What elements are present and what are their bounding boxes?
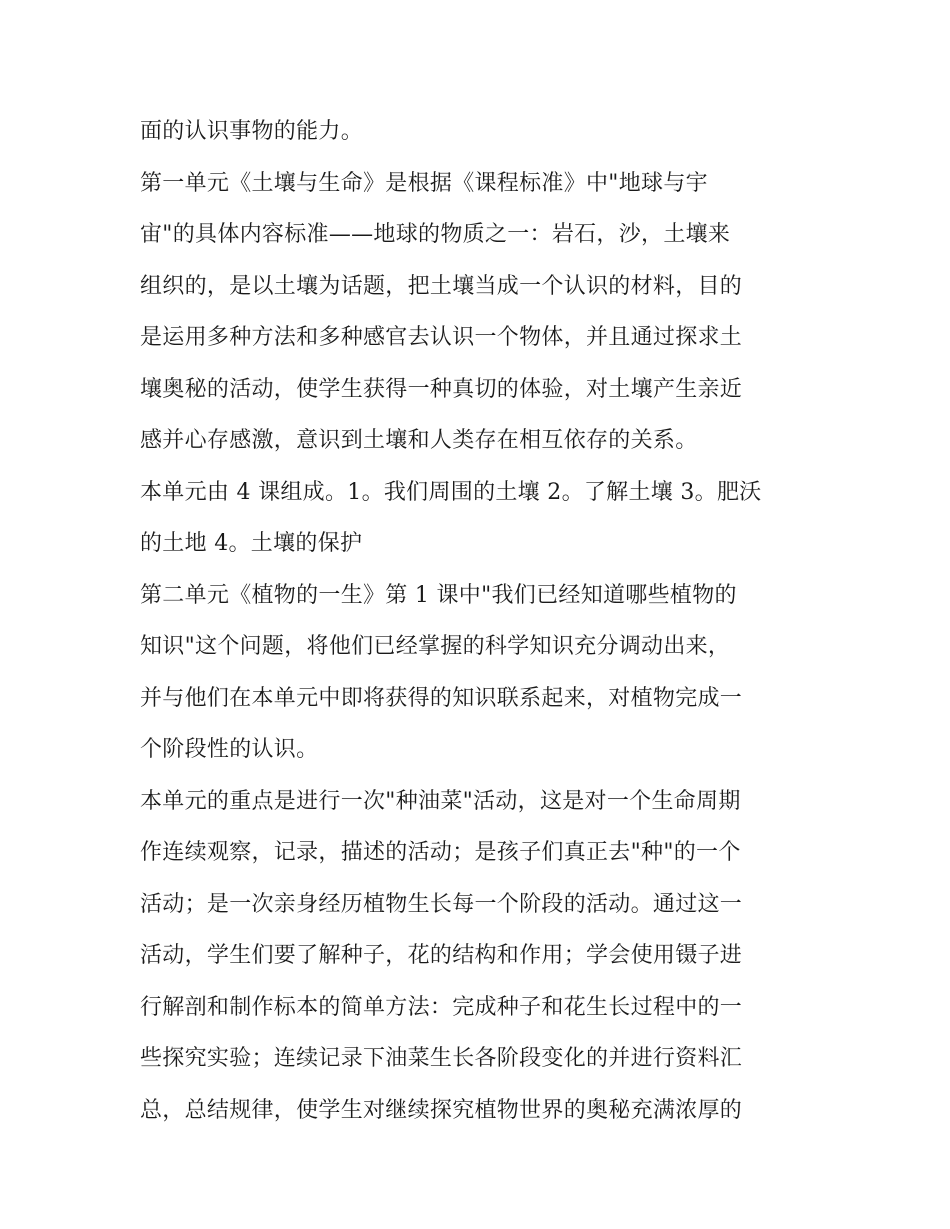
- text-line: 的土地 4。土壤的保护: [140, 531, 363, 556]
- text-line: 第一单元《土壤与生命》是根据《课程标准》中"地球与宇: [140, 170, 708, 196]
- document-body: [140, 106, 812, 1136]
- text-line: 壤奥秘的活动，使学生获得一种真切的体验，对土壤产生亲近: [140, 376, 743, 402]
- text-line: 宙"的具体内容标准——地球的物质之一：岩石，沙，土壤来: [140, 222, 731, 247]
- text-line: 本单元的重点是进行一次"种油菜"活动，这是对一个生命周期: [140, 788, 741, 814]
- text-line: 组织的，是以土壤为话题，把土壤当成一个认识的材料，目的: [140, 273, 743, 299]
- text-line: 面的认识事物的能力。: [140, 119, 364, 144]
- text-line: 是运用多种方法和多种感官去认识一个物体，并且通过探求土: [140, 325, 743, 350]
- text-line: 本单元由 4 课组成。1。我们周围的土壤 2。了解土壤 3。肥沃: [140, 479, 762, 505]
- text-line: 知识"这个问题，将他们已经掌握的科学知识充分调动出来，: [140, 634, 731, 659]
- text-line: 活动；是一次亲身经历植物生长每一个阶段的活动。通过这一: [140, 891, 743, 917]
- text-line: 第二单元《植物的一生》第 1 课中"我们已经知道哪些植物的: [140, 582, 737, 608]
- text-line: 个阶段性的认识。: [140, 737, 319, 762]
- text-line: 作连续观察，记录，描述的活动；是孩子们真正去"种"的一个: [140, 840, 741, 865]
- text-line: 活动，学生们要了解种子，花的结构和作用；学会使用镊子进: [140, 943, 743, 968]
- text-line: 并与他们在本单元中即将获得的知识联系起来，对植物完成一: [140, 685, 743, 711]
- text-line: 总，总结规律，使学生对继续探究植物世界的奥秘充满浓厚的: [140, 1097, 743, 1123]
- text-line: 些探究实验；连续记录下油菜生长各阶段变化的并进行资料汇: [140, 1046, 743, 1071]
- text-line: 行解剖和制作标本的简单方法：完成种子和花生长过程中的一: [140, 994, 743, 1020]
- text-line: 感并心存感激，意识到土壤和人类存在相互依存的关系。: [140, 428, 698, 453]
